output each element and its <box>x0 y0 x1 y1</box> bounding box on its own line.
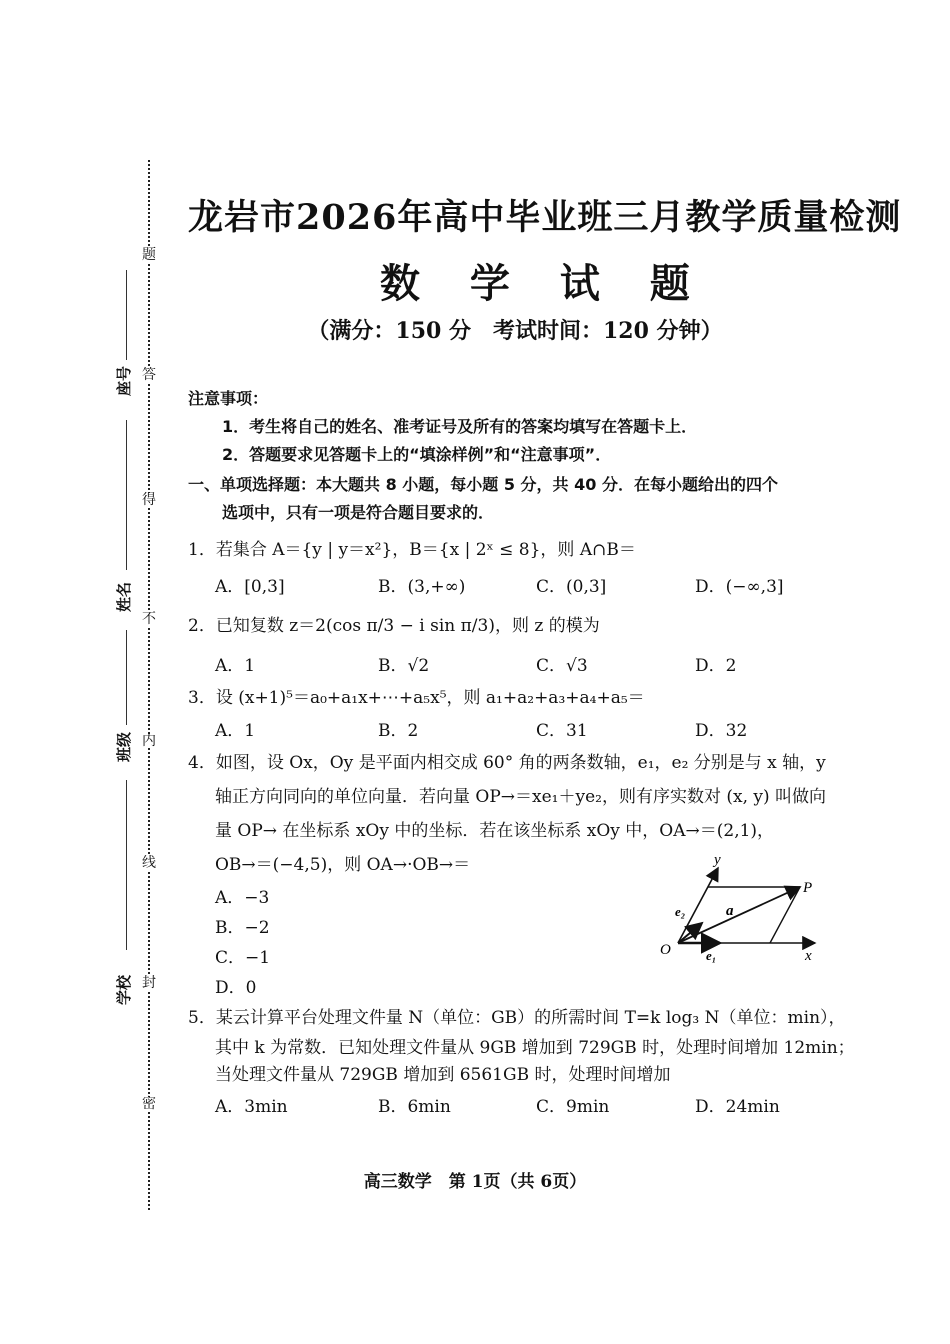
seat-line <box>126 270 127 360</box>
name-line <box>126 420 127 570</box>
cut-word: 内 <box>139 734 159 748</box>
note-item: 2．答题要求见答题卡上的“填涂样例”和“注意事项”． <box>222 445 612 464</box>
q4-option-a: A．−3 <box>215 888 270 908</box>
class-line <box>126 630 127 725</box>
label-p: P <box>803 880 813 896</box>
q1-option-a: A．[0,3] <box>215 577 285 597</box>
question-4-stem-line: 轴正方向同向的单位向量．若向量 OP→＝xe₁＋ye₂，则有序实数对 (x, y) 叫做向 <box>215 787 827 807</box>
question-3-stem: 3．设 (x+1)⁵＝a₀+a₁x+⋯+a₅x⁵，则 a₁+a₂+a₃+a₄+a₅＝ <box>188 688 645 708</box>
question-4-stem-line: 量 OP→ 在坐标系 xOy 中的坐标．若在该坐标系 xOy 中，OA→＝(2,1)， <box>215 821 775 841</box>
cut-word: 答 <box>139 368 159 382</box>
q1-option-b: B．(3,+∞) <box>378 577 466 597</box>
note-item: 1．考生将自己的姓名、准考证号及所有的答案均填写在答题卡上． <box>222 417 698 436</box>
school-label: 学校 <box>115 974 133 1005</box>
q3-option-a: A．1 <box>215 721 256 741</box>
question-5-stem-line: 当处理文件量从 729GB 增加到 6561GB 时，处理时间增加 <box>215 1065 671 1085</box>
q5-option-d: D．24min <box>695 1097 780 1117</box>
cut-word: 封 <box>139 976 159 990</box>
cut-word: 线 <box>139 856 159 870</box>
q4-option-b: B．−2 <box>215 918 270 938</box>
cut-word: 得 <box>139 493 159 507</box>
label-y: y <box>714 852 721 868</box>
cut-word: 不 <box>139 612 159 626</box>
class-label: 班级 <box>115 731 133 762</box>
q5-option-c: C．9min <box>536 1097 610 1117</box>
q2-option-d: D．2 <box>695 656 737 676</box>
q3-option-c: C．31 <box>536 721 588 741</box>
binding-dotted-line <box>148 160 150 1210</box>
label-a: a <box>726 903 734 919</box>
exam-title: 龙岩市2026年高中毕业班三月教学质量检测 <box>188 197 902 238</box>
label-x: x <box>805 948 812 964</box>
school-line <box>126 780 127 950</box>
label-e2: e₂ <box>675 904 686 919</box>
section-heading-cont: 选项中，只有一项是符合题目要求的． <box>222 503 495 522</box>
page-footer: 高三数学 第 1页（共 6页） <box>363 1172 587 1192</box>
section-heading: 一、单项选择题：本大题共 8 小题，每小题 5 分，共 40 分．在每小题给出的四个 <box>188 475 778 494</box>
cut-word: 题 <box>139 248 159 262</box>
q1-option-c: C．(0,3] <box>536 577 607 597</box>
q4-option-c: C．−1 <box>215 948 271 968</box>
q2-option-c: C．√3 <box>536 656 588 676</box>
name-label: 姓名 <box>115 581 133 612</box>
vector-op <box>678 887 800 943</box>
question-4-stem-line: OB→＝(−4,5)，则 OA→·OB→＝ <box>215 855 471 875</box>
seat-label: 座号 <box>115 365 133 396</box>
label-e1: e₁ <box>706 948 717 963</box>
q3-option-b: B．2 <box>378 721 419 741</box>
label-o: O <box>660 942 671 958</box>
oblique-coordinate-figure <box>650 850 830 965</box>
question-5-stem-line: 5．某云计算平台处理文件量 N（单位：GB）的所需时间 T=k log₃ N（单位：min）， <box>188 1008 846 1028</box>
subject-title: 数 学 试 题 <box>380 260 708 307</box>
q5-option-b: B．6min <box>378 1097 451 1117</box>
q2-option-b: B．√2 <box>378 656 430 676</box>
question-2-stem: 2．已知复数 z＝2(cos π/3 − i sin π/3)，则 z 的模为 <box>188 616 600 636</box>
question-5-stem-line: 其中 k 为常数．已知处理文件量从 9GB 增加到 729GB 时，处理时间增加 12min； <box>215 1038 855 1058</box>
q5-option-a: A．3min <box>215 1097 288 1117</box>
q4-option-d: D．0 <box>215 978 257 998</box>
q2-option-a: A．1 <box>215 656 256 676</box>
question-4-stem-line: 4．如图，设 Ox，Oy 是平面内相交成 60° 角的两条数轴，e₁，e₂ 分别是与 x 轴，y <box>188 753 826 773</box>
q1-option-d: D．(−∞,3] <box>695 577 784 597</box>
parallel-line-right <box>770 887 800 943</box>
question-1-stem: 1．若集合 A＝{y | y＝x²}，B＝{x | 2ˣ ≤ 8}，则 A∩B＝ <box>188 540 636 560</box>
exam-info: （满分：150 分 考试时间：120 分钟） <box>307 318 723 344</box>
q3-option-d: D．32 <box>695 721 748 741</box>
notes-heading: 注意事项： <box>188 389 269 408</box>
cut-word: 密 <box>139 1097 159 1111</box>
